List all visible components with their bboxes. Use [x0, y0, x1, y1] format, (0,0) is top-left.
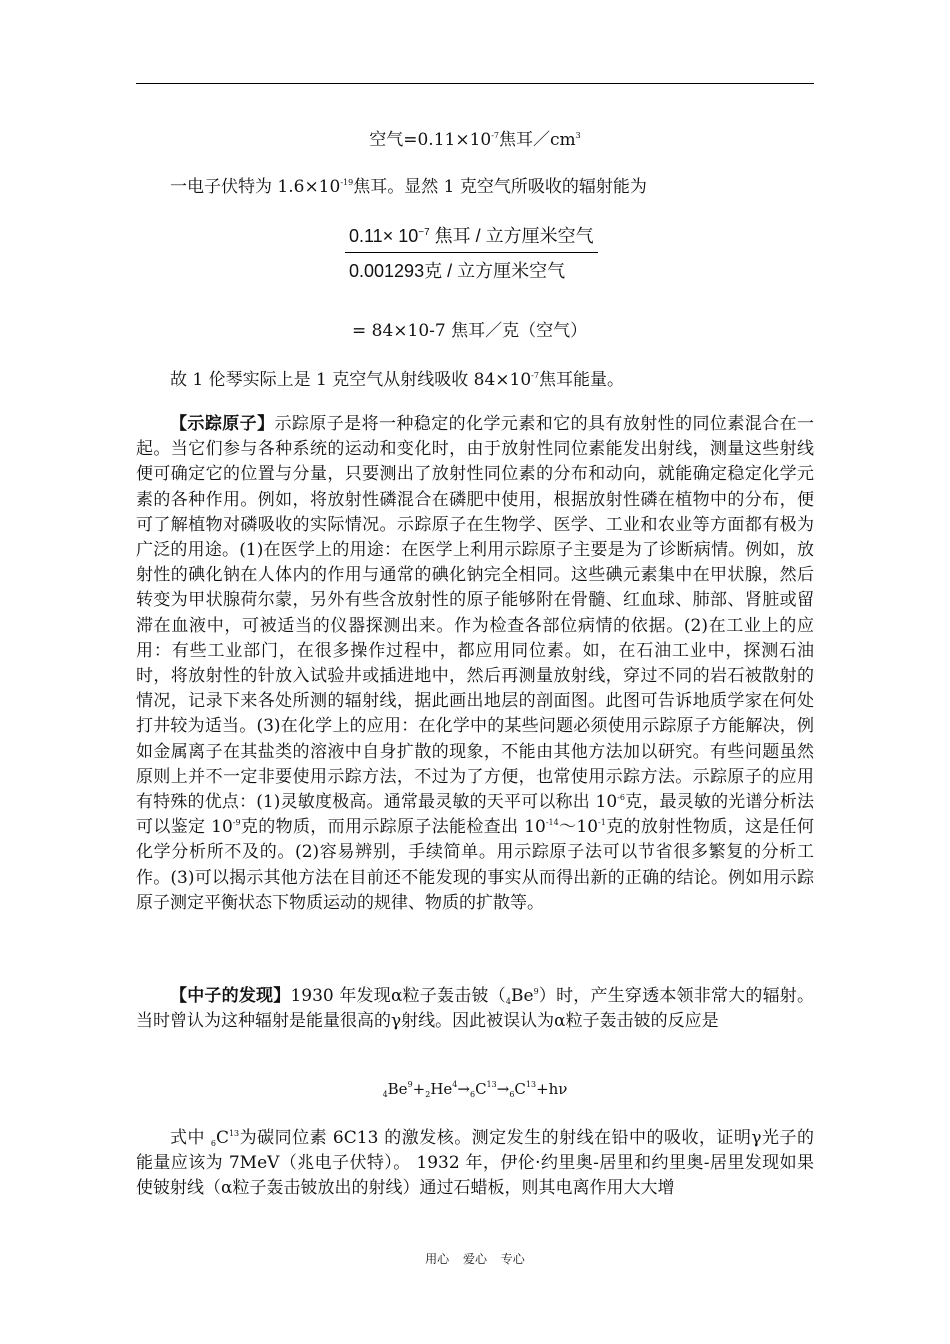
roentgen-line: 故 1 伦琴实际上是 1 克空气从射线吸收 $84\times 10^{-7}$焦耳能量。 [170, 370, 624, 390]
excited-nucleus-paragraph: 式中 $_6C^{13}$为碳同位素 6C13 的激发核。测定发生的射线在铅中的吸收，证明γ光子的能量应该为 7MeV（兆电子伏特）。 1932 年，伊伦·约里奥-居里和约里奥-居里发现如果使铍射线（α粒子轰击铍放出的射线）通过石蜡板，则其电离作用大大增 [136, 1128, 815, 1199]
electron-volt-line: 一电子伏特为 $1.6\times 10^{-19}$焦耳。显然 1 克空气所吸收的辐射能为 [170, 177, 647, 197]
header-rule [136, 83, 814, 84]
tracer-paragraph: 【示踪原子】示踪原子是将一种稳定的化学元素和它的具有放射性的同位素混合在一起。当它们参与各种系统的运动和变化时，由于放射性同位素能发出射线，测量这些射线便可确定它的位置与分量，只要测出了放射性同位素的分布和动向，就能确定稳定化学元素的各种作用。例如，将放射性磷混合在磷肥中使用，根据放射性磷在植物中的分布，便可了解植物对磷吸收的实际情况。示踪原子在生物学、医学、工业和农业等方面都有极为广泛的用途。(1)在医学上的用途：在医学上利用示踪原子主要是为了诊断病情。例如，放射性的碘化钠在人体内的作用与通常的碘化钠完全相同。这些碘元素集中在甲状腺，然后转变为甲状腺荷尔蒙，另外有些含放射性的原子能够附在骨髓、红血球、肺部、肾脏或留滞在血液中，可被适当的仪器探测出来。作为检查各部位病情的依据。(2)在工业上的应用：有些工业部门，在很多操作过程中，都应用同位素。如，在石油工业中，探测石油时，将放射性的针放入试验井或插进地中，然后再测量放射线，穿过不同的岩石被散射的情况，记录下来各处所测的辐射线，据此画出地层的剖面图。此图可告诉地质学家在何处打井较为适当。(3)在化学上的应用：在化学中的某些问题必须使用示踪原子方能解决，例如金属离子在其盐类的溶液中自身扩散的现象，不能由其他方法加以研究。有些问题虽然原则上并不一定非要使用示踪方法，不过为了方便，也常使用示踪方法。示踪原子的应用有特殊的优点：(1)灵敏度极高。通常最灵敏的天平可以称出 $10^{-6}$克，最灵敏的光谱分析法可以鉴定 $10^{-9}$克的物质，而用示踪原子法能检查出 $10^{-14}\sim 10^{-1}$克的放射性物质，这是任何化学分析所不及的。(2)容易辨别，手续简单。用示踪原子法可以节省很多繁复的分析工作。(3)可以揭示其他方法在目前还不能发现的事实从而得出新的正确的结论。例如用示踪原子测定平衡状态下物质运动的规律、物质的扩散等。 [136, 414, 815, 913]
fraction-denominator: 0.001293克 / 立方厘米空气 [349, 261, 566, 281]
reaction-equation: $_4Be^9+_2He^4\to_6C^{13}\to_6C^{13}+h\nu$ [382, 1080, 568, 1099]
fraction-numerator: $0.11\times 10^{-7}$ 焦耳 / 立方厘米空气 [345, 222, 598, 253]
page-footer: 用心 爱心 专心 [425, 1252, 525, 1266]
neutron-heading: 【中子的发现】 [170, 986, 291, 1006]
result-line: = 84×10-7 焦耳／克（空气） [352, 321, 588, 341]
neutron-paragraph: 【中子的发现】1930 年发现α粒子轰击铍$(_4Be^9)$时，产生穿透本领非常大的辐射。当时曾认为这种辐射是能量很高的γ射线。因此被误认为α粒子轰击铍的反应是 [136, 986, 815, 1032]
formula-air: 空气$=0.11\times 10^{-7}$焦耳$/cm^3$ [369, 130, 581, 150]
tracer-heading: 【示踪原子】 [170, 414, 275, 434]
fraction-formula [345, 222, 598, 283]
